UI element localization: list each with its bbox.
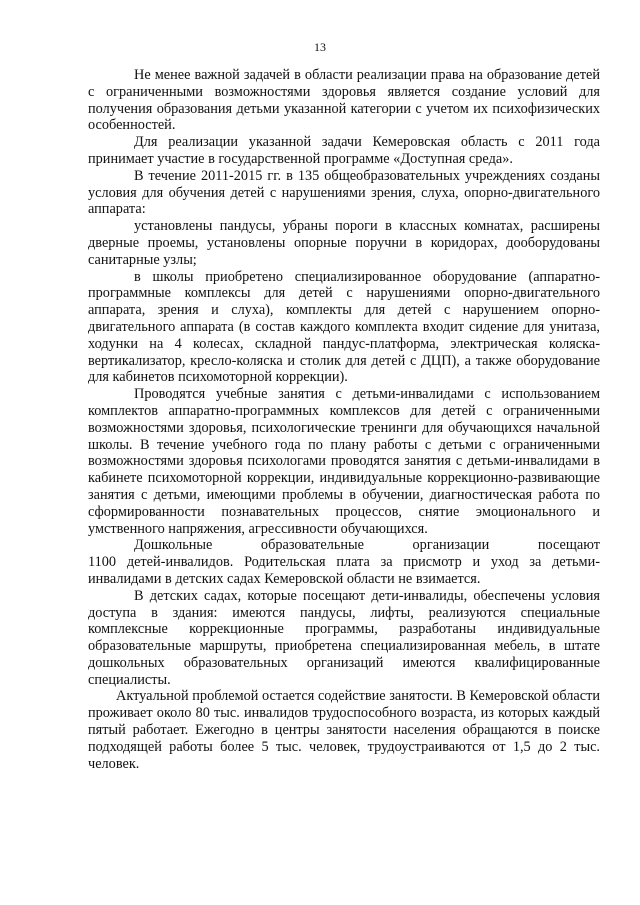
paragraph-school-conditions: В течение 2011-2015 гг. в 135 общеобразовательных учреждениях созданы условия для обучения детей с нарушениями зрения, слуха, опорно-двигательного аппарата: (88, 167, 600, 218)
paragraph-accessible-environment-program: Для реализации указанной задачи Кемеровская область с 2011 года принимает участие в государственной программе «Доступная среда». (88, 134, 600, 167)
paragraph-employment-problem: Актуальной проблемой остается содействие занятости. В Кемеровской области проживает около 80 тыс. инвалидов трудоспособного возраста, из которых каждый пятый работает. Ежегодно в центры занятости населения обращаются в поиске подходящей работы более 5 тыс. человек, трудоустраиваются от 1,5 до 2 тыс. человек. (88, 688, 600, 772)
paragraph-training-sessions: Проводятся учебные занятия с детьми-инвалидами с использованием комплектов аппаратно-программных комплексов для детей с ограниченными возможностями здоровья, психологические тренинги для обучающихся начальной школы. В течение учебного года по плану работы с детьми с ограниченными возможностями здоровья психологами проводятся занятия с детьми-инвалидами в кабинете психомоторной коррекции, индивидуальные коррекционно-развивающие занятия с детьми, имеющими проблемы в обучении, диагностическая работа по сформированности познавательных процессов, снятие эмоционального и умственного напряжения, агрессивности обучающихся. (88, 386, 600, 537)
paragraph-kindergarten-access: В детских садах, которые посещают дети-инвалиды, обеспечены условия доступа в здания: имеются пандусы, лифты, реализуются специальные комплексные коррекционные программы, разработаны индивидуальные образовательные маршруты, приобретена специализированная мебель, в штате дошкольных образовательных организаций имеются квалифицированные специалисты. (88, 587, 600, 688)
paragraph-preschool-fees: 1100 детей-инвалидов. Родительская плата за присмотр и уход за детьми-инвалидами в детских садах Кемеровской области не взимается. (88, 554, 600, 587)
page-number: 13 (314, 40, 326, 54)
body-text (88, 67, 600, 772)
paragraph-preschool-attendance-line: Дошкольные образовательные организации посещают (134, 537, 600, 554)
paragraph-ramps-installed: установлены пандусы, убраны пороги в классных комнатах, расширены дверные проемы, установлены опорные поручни в коридорах, дооборудованы санитарные узлы; (88, 218, 600, 268)
paragraph-inclusive-education-task: Не менее важной задачей в области реализации права на образование детей с ограниченными возможностями здоровья является создание условий для получения образования детьми указанной категории с учетом их психофизических особенностей. (88, 67, 600, 134)
paragraph-equipment-purchased: в школы приобретено специализированное оборудование (аппаратно-программные комплексы для детей с нарушениями опорно-двигательного аппарата, зрения и слуха), комплекты для детей с нарушением опорно-двигательного аппарата (в состав каждого комплекта входит сидение для унитаза, ходунки на 4 колесах, складной пандус-платформа, электрическая коляска-вертикализатор, кресло-коляска и столик для детей с ДЦП), а также оборудование для кабинетов психомоторной коррекции). (88, 268, 600, 386)
